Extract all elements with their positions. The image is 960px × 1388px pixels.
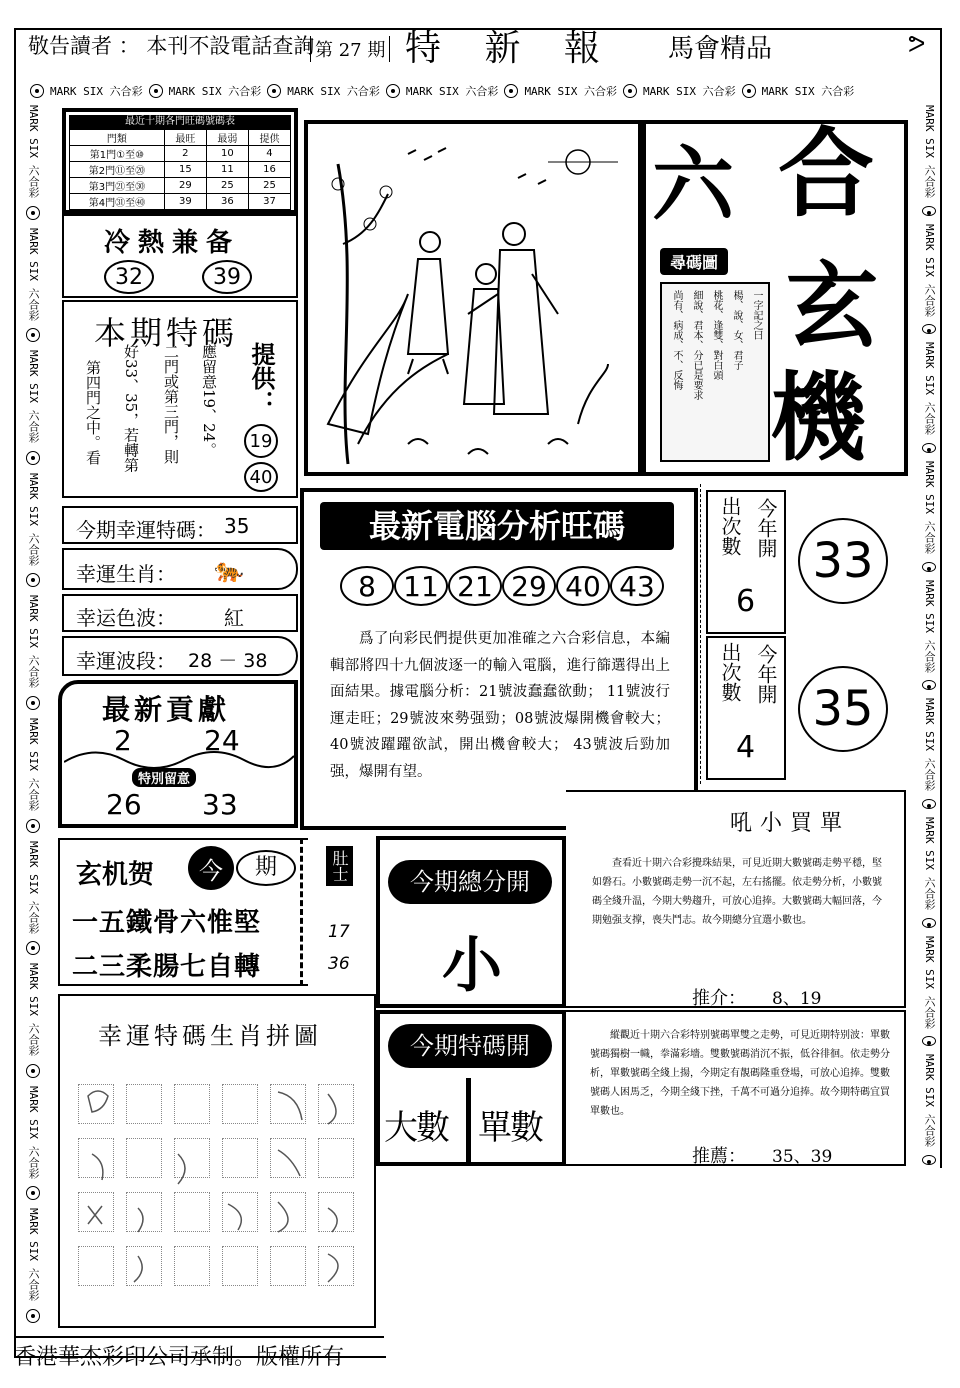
flower-icon — [26, 328, 40, 342]
small-buy-body: 查看近十期六合彩攪珠結果，可見近期大數號碼走勢平穩，堅如磐石。小數號碼走勢一沉不起，左右搖擺。依走勢分析，小數號碼全綫升温，今期大勢趨升，可放心追捧。大數號碼大幅回落，今期勉强支撑，喪失鬥志。故今期總分宜選小數也。 — [592, 858, 882, 926]
flower-icon — [922, 562, 936, 572]
total-value: 小 — [442, 931, 502, 1001]
paper-name: 特 新 報 — [405, 28, 616, 69]
flower-icon — [742, 84, 756, 98]
special-attention-label: 特別留意 — [132, 768, 196, 787]
flower-icon — [922, 443, 936, 453]
xuanji-badge: 今 — [188, 846, 234, 890]
contribution-number: 2 — [114, 724, 132, 757]
special-code-col: 好33、35，若轉第 — [122, 344, 140, 473]
poem-line: 桃花、逢雙、對白頭 — [711, 290, 722, 380]
poem-line: 細說、君本、分已是要求 — [691, 290, 702, 400]
table-header-row — [70, 130, 291, 146]
band-label: MARK SIX 六合彩 — [27, 1085, 40, 1179]
frequency-box-2 — [706, 636, 786, 780]
band-label: MARK SIX 六合彩 — [27, 227, 40, 321]
table-header-cell: 最旺 — [164, 130, 206, 146]
scholars-illustration — [308, 124, 638, 472]
band-label: MARK SIX 六合彩 — [923, 461, 936, 554]
issue-number: 第 27 期 — [310, 36, 390, 62]
poem-line: 楊、說、女、君子 — [731, 290, 742, 370]
flower-icon — [623, 84, 637, 98]
table-cell: 第2門⑪至⑳ — [70, 162, 165, 178]
band-label: MARK SIX 六合彩 — [27, 350, 40, 443]
computer-number: 21 — [448, 566, 502, 606]
computer-number: 40 — [556, 566, 610, 606]
flower-icon — [26, 819, 40, 833]
hot-number-table-box — [62, 108, 298, 214]
computer-title: 最新電腦分析旺碼 — [320, 502, 674, 550]
single-double-rec-value: 35、39 — [772, 1147, 833, 1167]
xuanji-line: 二三柔腸七自轉 — [72, 952, 262, 982]
frequency-number: 33 — [798, 518, 888, 604]
frequency-count: 4 — [736, 730, 756, 765]
band-label: MARK SIX 六合彩 — [50, 85, 143, 98]
xuanji-badge2: 期 — [236, 850, 296, 886]
frequency-count: 6 — [736, 584, 756, 619]
right-mark-six-band — [918, 105, 940, 1165]
cold-hot-title: 冷熱兼备 — [104, 228, 241, 258]
table-row — [70, 162, 291, 178]
corner-mark: ᕗ — [908, 30, 926, 58]
table-header-cell: 提供 — [248, 130, 290, 146]
small-buy-box — [566, 790, 906, 1008]
single-double-rec-label: 推薦： — [692, 1146, 746, 1167]
lucky-code-value: 35 — [224, 514, 250, 538]
table-cell: 36 — [206, 194, 248, 210]
cold-hot-number: 39 — [202, 260, 252, 294]
provide-label: 提供： — [247, 342, 276, 414]
band-label: MARK SIX 六合彩 — [923, 698, 936, 791]
left-mark-six-band — [22, 105, 44, 1325]
special-code-col: 應留意19、24。 — [200, 344, 218, 458]
band-label: MARK SIX 六合彩 — [923, 579, 936, 673]
band-label: MARK SIX 六合彩 — [27, 105, 40, 198]
lucky-code-row — [62, 506, 298, 544]
computer-number: 11 — [394, 566, 448, 606]
band-label: MARK SIX 六合彩 — [168, 85, 262, 98]
band-label: MARK SIX 六合彩 — [761, 85, 855, 98]
footer-text: 香港華杰彩印公司承制。版權所有 — [14, 1336, 384, 1378]
computer-number: 43 — [610, 566, 664, 606]
flower-icon — [26, 451, 40, 465]
table-cell: 第4門㉛至㊵ — [70, 194, 165, 210]
small-buy-rec-value: 8、19 — [772, 989, 822, 1009]
table-row — [70, 194, 291, 210]
footer-blank — [386, 1168, 960, 1388]
poem-scroll — [660, 282, 770, 462]
puzzle-grid — [78, 1084, 368, 1314]
special-open-title: 今期特碼開 — [388, 1024, 552, 1068]
table-cell: 37 — [248, 194, 290, 210]
flower-icon — [922, 918, 936, 928]
xuanji-char-xuan: 玄 — [786, 252, 879, 360]
band-label: MARK SIX 六合彩 — [923, 223, 936, 317]
computer-number: 8 — [340, 566, 394, 606]
contribution-number: 24 — [204, 724, 240, 757]
lucky-range-row — [62, 636, 298, 676]
puzzle-box — [58, 994, 376, 1328]
band-label: MARK SIX 六合彩 — [27, 472, 40, 566]
table-cell: 15 — [164, 162, 206, 178]
flower-icon — [922, 324, 936, 334]
flower-icon — [26, 941, 40, 955]
special-code-col: 第四門之中。看 — [84, 360, 102, 465]
search-code-badge: 尋碼圖 — [660, 248, 728, 275]
lucky-color-value: 紅 — [224, 606, 244, 630]
contribution-box — [58, 680, 298, 828]
xuanji-caption — [646, 124, 647, 125]
provide-number: 40 — [244, 462, 278, 492]
table-cell: 29 — [164, 178, 206, 194]
liuhe-xuanji-box — [642, 117, 908, 476]
reader-notice: 敬告讀者 ： 本刊不設電話查詢 — [28, 34, 315, 58]
special-code-title: 本期特碼 — [94, 314, 239, 352]
computer-body: 爲了向彩民們提供更加准確之六合彩信息，本編輯部將四十九個波逐一的輸入電腦，進行篩選得出上面結果。據電腦分析：21號波蠢蠢欲動； 11號波行運走旺；29號波來勢强勁；08號波爆開機會較大； 40號波躍躍欲試，開出機會較大； 43號波后勁加强，爆開有望。 — [330, 631, 670, 780]
total-title: 今期總分開 — [388, 860, 552, 904]
flower-icon — [26, 1064, 40, 1078]
cold-hot-number: 32 — [104, 260, 154, 294]
band-label: MARK SIX 六合彩 — [643, 85, 736, 98]
xuanji-char-he: 合 — [778, 117, 874, 230]
flower-icon — [922, 799, 936, 809]
small-buy-rec-label: 推介： — [692, 988, 746, 1009]
table-row — [70, 178, 291, 194]
table-cell: 16 — [248, 162, 290, 178]
band-label: MARK SIX 六合彩 — [923, 817, 936, 910]
total-box — [376, 836, 566, 1008]
band-label: MARK SIX 六合彩 — [27, 718, 40, 811]
table-header-cell: 門類 — [70, 130, 165, 146]
lucky-color-row — [62, 594, 298, 632]
band-label: MARK SIX 六合彩 — [923, 342, 936, 435]
poem-line: 一字記之曰 — [751, 290, 762, 340]
frequency-label: 今年開 — [754, 644, 778, 704]
band-label: MARK SIX 六合彩 — [27, 840, 40, 934]
flower-icon — [922, 206, 936, 216]
lucky-code-label: 今期幸運特碼： — [76, 518, 216, 542]
computer-analysis-box — [300, 488, 698, 830]
flower-icon — [149, 84, 163, 98]
side-strip-number: 36 — [328, 954, 350, 974]
table-cell: 25 — [248, 178, 290, 194]
flower-icon — [26, 696, 40, 710]
special-open-box — [376, 1010, 566, 1166]
computer-numbers — [340, 566, 664, 606]
xuanji-prefix: 玄机贺 — [76, 860, 155, 890]
contribution-number: 33 — [202, 788, 238, 821]
xuanji-congrats-box — [58, 838, 308, 986]
flower-icon — [922, 1036, 936, 1046]
table-cell: 11 — [206, 162, 248, 178]
provide-number: 19 — [244, 424, 278, 458]
table-cell: 39 — [164, 194, 206, 210]
xuanji-char-ji: 機 — [770, 361, 866, 474]
computer-number: 29 — [502, 566, 556, 606]
special-code-box — [62, 300, 298, 498]
flower-icon — [26, 1309, 40, 1323]
special-open-right: 單數 — [478, 1108, 542, 1148]
small-buy-title: 吼小買單 — [730, 811, 851, 836]
frequency-label: 今年開 — [754, 498, 778, 558]
xuanji-char-liu: 六 — [652, 137, 735, 233]
frequency-side: 出次數 — [718, 496, 742, 556]
flower-icon — [26, 1186, 40, 1200]
table-cell: 2 — [164, 146, 206, 162]
single-double-body: 縱觀近十期六合彩特别號碼單雙之走勢，可見近期特别波：單數號碼獨樹一幟，拳滿彩墻。雙數號碼消沉不振，低谷徘徊。依走勢分析，單數號碼全綫上揚，今期定有靚碼隆重登場，可放心追捧。雙數號碼人困馬乏，今期全綫下挫，千萬不可過分追捧。故今期特碼宜買單數也。 — [590, 1030, 890, 1117]
puzzle-title: 幸運特碼生肖拼圖 — [98, 1022, 322, 1050]
special-open-left: 大數 — [384, 1108, 448, 1148]
flower-icon — [26, 573, 40, 587]
table-row — [70, 146, 291, 162]
table-cell: 10 — [206, 146, 248, 162]
flower-icon — [386, 84, 400, 98]
band-label: MARK SIX 六合彩 — [923, 1054, 936, 1147]
puzzle-fragments — [78, 1084, 368, 1294]
single-double-box — [566, 1010, 906, 1166]
flower-icon — [26, 206, 40, 220]
band-label: MARK SIX 六合彩 — [287, 85, 380, 98]
tiger-icon: 🐅 — [214, 556, 244, 584]
side-strip-number: 17 — [328, 922, 350, 942]
band-label: MARK SIX 六合彩 — [27, 1208, 40, 1302]
special-open-divider — [466, 1078, 471, 1162]
table-cell: 第3門㉑至㉚ — [70, 178, 165, 194]
table-cell: 第1門①至⑩ — [70, 146, 165, 162]
illustration-box — [304, 120, 642, 476]
band-label: MARK SIX 六合彩 — [27, 963, 40, 1056]
frequency-side: 出次數 — [718, 642, 742, 702]
contribution-title: 最新貢獻 — [102, 693, 231, 726]
special-code-col: 二門或第三門，則 — [162, 344, 180, 464]
side-strip — [318, 838, 370, 986]
lucky-range-value: 28 － 38 — [188, 650, 268, 672]
frequency-number: 35 — [798, 666, 888, 752]
flower-icon — [922, 1155, 936, 1165]
lucky-color-label: 幸运色波： — [76, 606, 176, 630]
band-label: MARK SIX 六合彩 — [923, 935, 936, 1029]
hot-table — [69, 129, 291, 226]
table-cell: 4 — [248, 146, 290, 162]
band-label: MARK SIX 六合彩 — [923, 105, 936, 198]
frequency-divider — [700, 484, 702, 784]
side-strip-head: 肚士 — [326, 846, 353, 886]
lucky-zodiac-row — [62, 548, 298, 590]
hot-table-title: 最近十期各門旺碼號碼表 — [69, 115, 291, 129]
cold-hot-box — [62, 214, 298, 298]
flower-icon — [267, 84, 281, 98]
paper-subtitle: 馬會精品 — [668, 34, 773, 64]
band-label: MARK SIX 六合彩 — [524, 85, 618, 98]
dashed-separator — [300, 838, 303, 986]
table-cell: 25 — [206, 178, 248, 194]
flower-icon — [30, 84, 44, 98]
frequency-box-1 — [706, 490, 786, 634]
table-header-cell: 最弱 — [206, 130, 248, 146]
lucky-zodiac-label: 幸運生肖： — [76, 562, 176, 586]
top-mark-six-band — [30, 80, 910, 102]
band-label: MARK SIX 六合彩 — [27, 595, 40, 689]
band-label: MARK SIX 六合彩 — [405, 85, 499, 98]
contribution-number: 26 — [106, 788, 142, 821]
flower-icon — [922, 680, 936, 690]
flower-icon — [504, 84, 518, 98]
xuanji-line: 一五鐵骨六惟堅 — [72, 908, 262, 938]
lucky-range-label: 幸運波段： — [76, 649, 176, 673]
poem-line: 尚有、病成、不、反悔 — [671, 290, 682, 390]
